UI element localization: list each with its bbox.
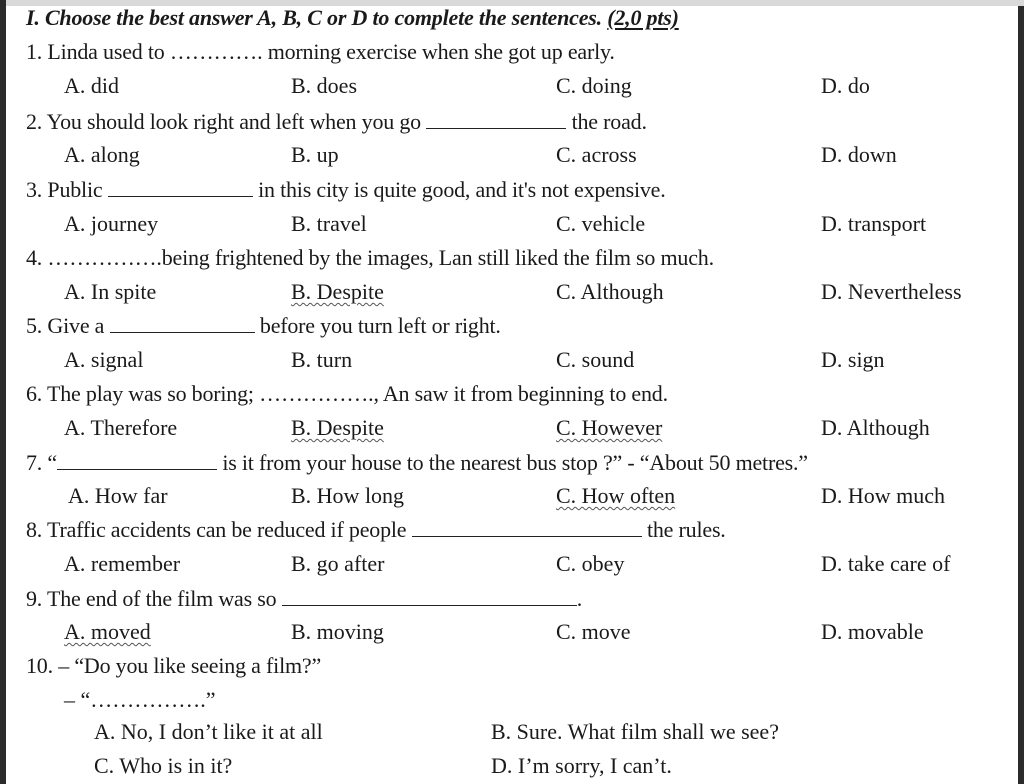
question-number: 2. [26, 109, 43, 134]
question-number: 7. [26, 450, 43, 475]
question-stem: Public [47, 177, 103, 202]
option-c: C. How often [556, 483, 676, 508]
answer-blank [426, 108, 566, 129]
question-number: 3. [26, 177, 43, 202]
option-a: A. journey [64, 211, 159, 236]
option-b: B. How long [291, 483, 405, 508]
question-8 [26, 516, 726, 544]
option-b: B. Despite [291, 279, 384, 304]
option-a: A. Therefore [64, 415, 178, 440]
answer-blank: ……………., [259, 381, 379, 406]
answer-blank: …………. [169, 39, 263, 64]
answer-blank [110, 312, 255, 333]
question-6 [26, 380, 668, 408]
option-a: A. No, I don’t like it at all [94, 719, 323, 744]
answer-blank [108, 176, 253, 197]
option-b: B. does [291, 73, 357, 98]
option-c: C. across [556, 142, 637, 167]
answer-blank: ……………. [47, 245, 162, 270]
option-a: A. signal [64, 347, 144, 372]
question-stem-end: before you turn left or right. [259, 313, 501, 338]
question-stem: Traffic accidents can be reduced if people [47, 517, 407, 542]
answer-blank [282, 585, 577, 606]
option-c: C. Who is in it? [94, 753, 233, 778]
option-a: A. did [64, 73, 119, 98]
section-heading [26, 4, 679, 32]
answer-blank [412, 516, 642, 537]
option-d: D. Although [821, 415, 930, 440]
question-9 [26, 585, 582, 613]
question-4 [26, 244, 714, 272]
question-number: 4. [26, 245, 43, 270]
option-d: D. do [821, 73, 870, 98]
question-stem-end: . [576, 586, 583, 611]
question-number: 5. [26, 313, 43, 338]
option-a: A. How far [68, 483, 168, 508]
question-1 [26, 38, 615, 66]
option-a: A. remember [64, 551, 181, 576]
question-stem-end: morning exercise when she got up early. [267, 39, 615, 64]
question-stem: The play was so boring; [47, 381, 254, 406]
option-a: A. moved [64, 619, 151, 644]
section-title: I. Choose the best answer A, B, C or D to complete the sentences. [26, 5, 602, 30]
option-b: B. travel [291, 211, 367, 236]
option-d: D. movable [821, 619, 924, 644]
question-stem: Linda used to [47, 39, 165, 64]
question-stem: You should look right and left when you go [46, 109, 421, 134]
open-quote: “ [47, 450, 57, 475]
option-d: D. Nevertheless [821, 279, 962, 304]
question-stem-end: An saw it from beginning to end. [382, 381, 668, 406]
question-5 [26, 312, 501, 340]
answer-blank [57, 449, 217, 470]
option-b: B. moving [291, 619, 384, 644]
option-c: C. obey [556, 551, 625, 576]
question-2 [26, 108, 647, 136]
option-c: C. Although [556, 279, 664, 304]
option-b: B. up [291, 142, 339, 167]
option-c: C. However [556, 415, 663, 440]
question-number: 8. [26, 517, 43, 542]
option-b: B. turn [291, 347, 353, 372]
question-stem-end: being frightened by the images, Lan still liked the film so much. [161, 245, 714, 270]
option-b: B. Despite [291, 415, 384, 440]
question-number: 1. [26, 39, 43, 64]
question-stem: The end of the film was so [47, 586, 277, 611]
option-d: D. down [821, 142, 897, 167]
reply-line: – “…………….” [64, 687, 216, 712]
question-stem-end: the road. [571, 109, 647, 134]
question-number: 10. [26, 653, 53, 678]
question-7 [26, 449, 808, 477]
option-c: C. sound [556, 347, 635, 372]
section-points: (2,0 pts) [607, 5, 679, 30]
question-number: 9. [26, 586, 43, 611]
option-d: D. sign [821, 347, 885, 372]
option-a: A. In spite [64, 279, 157, 304]
option-a: A. along [64, 142, 140, 167]
option-c: C. doing [556, 73, 632, 98]
option-d: D. transport [821, 211, 927, 236]
option-d: D. I’m sorry, I can’t. [491, 753, 672, 778]
question-3 [26, 176, 666, 204]
option-b: B. Sure. What film shall we see? [491, 719, 779, 744]
question-10 [26, 652, 321, 680]
question-stem-end: is it from your house to the nearest bus stop ?” - “About 50 metres.” [222, 450, 808, 475]
option-c: C. vehicle [556, 211, 646, 236]
option-d: D. How much [821, 483, 946, 508]
question-stem: – “Do you like seeing a film?” [58, 653, 322, 678]
question-stem: Give a [47, 313, 105, 338]
question-stem-end: the rules. [646, 517, 726, 542]
question-stem-end: in this city is quite good, and it's not expensive. [258, 177, 666, 202]
question-number: 6. [26, 381, 43, 406]
option-c: C. move [556, 619, 631, 644]
option-b: B. go after [291, 551, 385, 576]
option-d: D. take care of [821, 551, 951, 576]
